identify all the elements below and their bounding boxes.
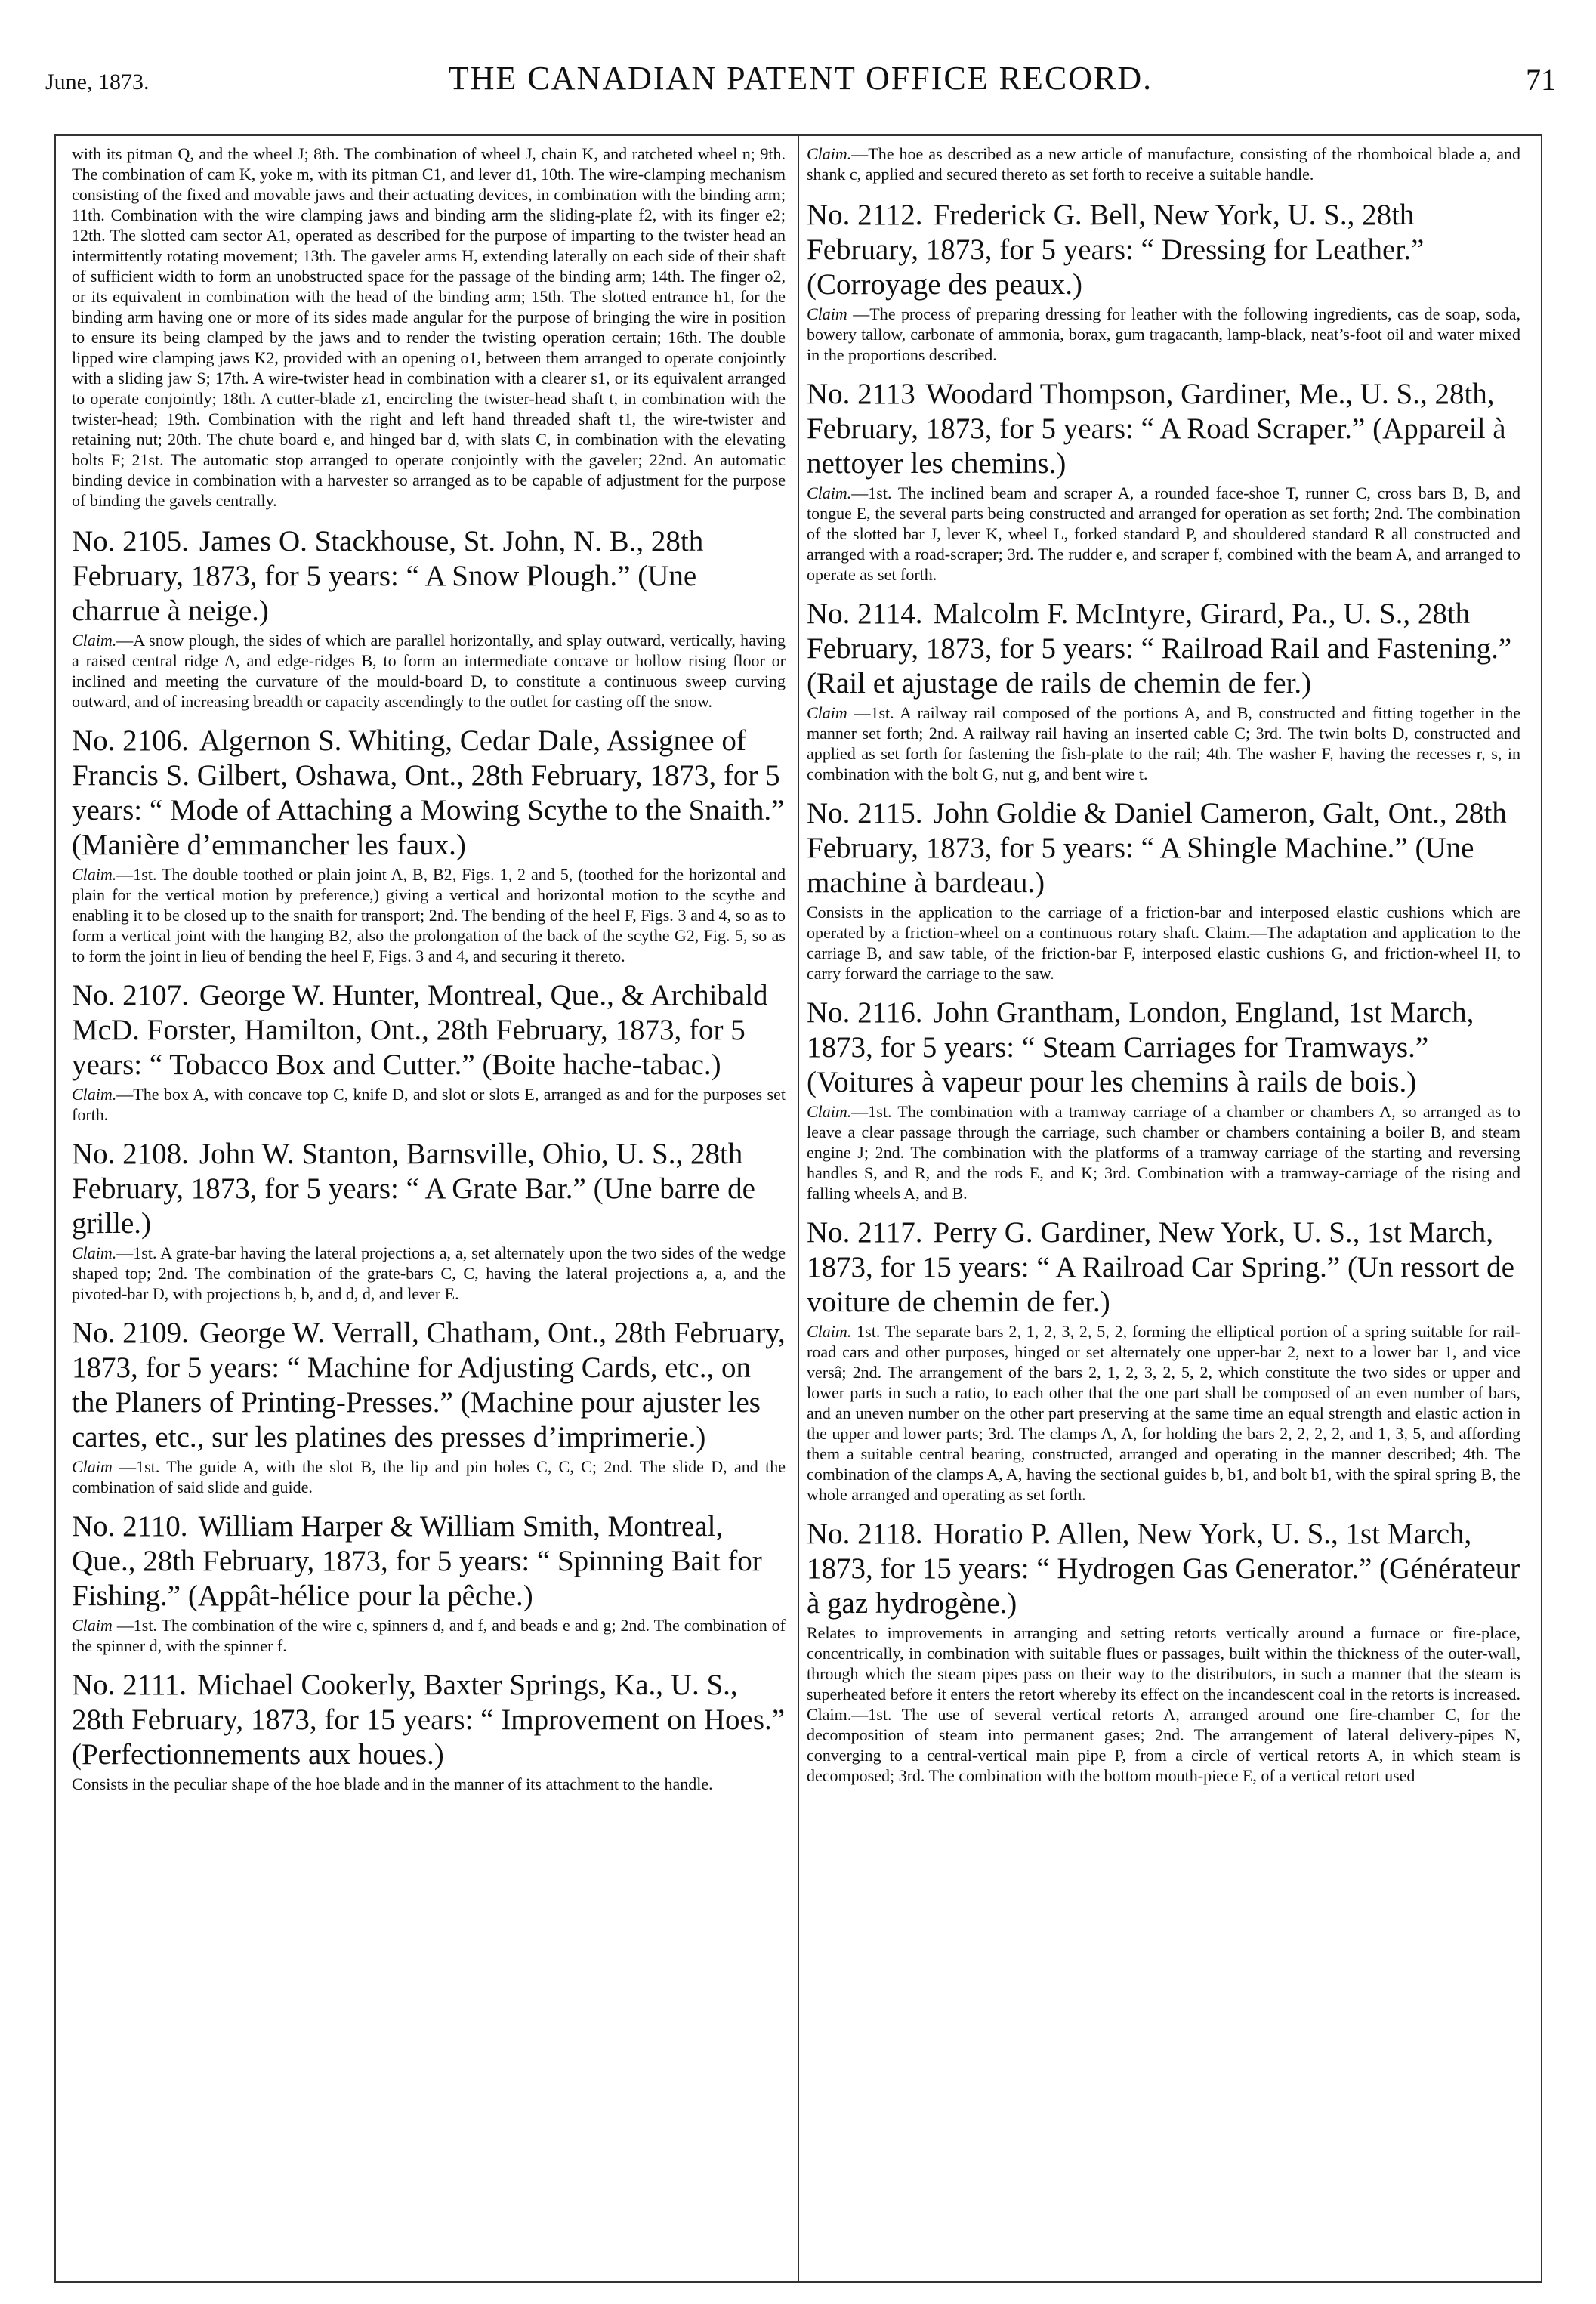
claim-label: Claim. bbox=[807, 1102, 852, 1121]
patent-number: No. 2115. bbox=[807, 797, 923, 829]
patent-entry bbox=[72, 1509, 786, 1656]
patent-claim bbox=[72, 1774, 786, 1794]
claim-label: Claim. bbox=[72, 631, 117, 650]
patent-number: No. 2111. bbox=[72, 1669, 187, 1701]
patent-number: No. 2116. bbox=[807, 996, 923, 1029]
patent-title: Algernon S. Whiting, Cedar Dale, Assignee of Francis S. Gilbert, Oshawa, Ont., 28th February, 1873, for 5 years: “ Mode of Attaching a Mowing Scythe to the Snaith.” (Manière d’emmancher les faux.) bbox=[72, 724, 785, 861]
claim-label: Claim. bbox=[72, 1085, 117, 1104]
patent-title: Malcolm F. McIntyre, Girard, Pa., U. S., 28th February, 1873, for 5 years: “ Railroad Rail and Fastening.” (Rail et ajustage de rails de chemin de fer.) bbox=[807, 598, 1512, 700]
patent-heading bbox=[72, 724, 786, 863]
page-number: 71 bbox=[1526, 63, 1556, 97]
patent-heading bbox=[72, 1668, 786, 1772]
patent-claim bbox=[72, 630, 786, 712]
patent-claim bbox=[72, 1084, 786, 1125]
patent-claim bbox=[72, 1615, 786, 1656]
claim-text: 1st. The separate bars 2, 1, 2, 3, 2, 5, 2, forming the elliptical portion of a spring suitable for rail-road cars and other purposes, hinged or set alternately one upper-bar 2, next to a lower bar 1, and vice versâ; 2nd. The arrangement of the bars 2, 1, 2, 3, 2, 5, 2, which constitute the two sides or upper and lower parts in such a ratio, to each other that the one part shall be composed of an even number of bars, and an uneven number on the other part preserving at the same time an equal strength and elastic action in the upper and lower parts; 3rd. The clamps A, A, for holding the bars 2, 2, 2, 2, and 1, 3, 5, and affording them a suitable central bearing, constructed, arranged and operating in the manner described; 4th. The combination of the clamps A, A, having the sectional guides b, b1, and bolt b1, with the spiral spring B, the whole arranged and operating as set forth. bbox=[807, 1322, 1520, 1504]
patent-title: John W. Stanton, Barnsville, Ohio, U. S., 28th February, 1873, for 5 years: “ A Grate Bar.” (Une barre de grille.) bbox=[72, 1138, 755, 1240]
claim-label: Claim bbox=[72, 1457, 113, 1476]
patent-title: James O. Stackhouse, St. John, N. B., 28th February, 1873, for 5 years: “ A Snow Plough.” (Une charrue à neige.) bbox=[72, 525, 704, 627]
column-rule bbox=[798, 134, 799, 2281]
patent-claim bbox=[807, 1321, 1520, 1505]
patent-heading bbox=[72, 978, 786, 1083]
claim-text: —1st. The combination of the wire c, spinners d, and f, and beads e and g; 2nd. The combination of the spinner d, with the spinner f. bbox=[72, 1616, 786, 1655]
patent-claim bbox=[807, 703, 1520, 784]
claim-text: Consists in the peculiar shape of the hoe blade and in the manner of its attachment to the handle. bbox=[72, 1774, 713, 1793]
patent-number: No. 2106. bbox=[72, 724, 189, 757]
patent-heading bbox=[807, 1517, 1520, 1621]
patent-number: No. 2108. bbox=[72, 1138, 189, 1170]
patent-heading bbox=[807, 796, 1520, 900]
claim-label: Claim bbox=[72, 1616, 113, 1635]
patent-title: William Harper & William Smith, Montreal, Que., 28th February, 1873, for 5 years: “ Spinning Bait for Fishing.” (Appât-hélice pour la pêche.) bbox=[72, 1510, 762, 1612]
patent-entry bbox=[72, 1137, 786, 1304]
patent-entry bbox=[72, 978, 786, 1125]
patent-number: No. 2110. bbox=[72, 1510, 188, 1543]
patent-heading bbox=[72, 1509, 786, 1614]
claim-text: —1st. A railway rail composed of the portions A, and B, constructed and fitting together in the manner set forth; 2nd. A railway rail having an inserted cable C; 3rd. The twin bolts D, constructed and applied as set forth for fastening the fish-plate to the rail; 4th. The washer F, having the recesses r, s, in combination with the bolt G, nut g, and bent wire t. bbox=[807, 703, 1520, 783]
patent-title: John Grantham, London, England, 1st March, 1873, for 5 years: “ Steam Carriages for Tramways.” (Voitures à vapeur pour les chemins à rails de bois.) bbox=[807, 996, 1474, 1098]
patent-number: No. 2109. bbox=[72, 1317, 189, 1349]
page-header bbox=[45, 59, 1556, 104]
patent-entry bbox=[72, 1316, 786, 1497]
patent-claim bbox=[807, 304, 1520, 365]
patent-entry bbox=[807, 597, 1520, 784]
claim-label: Claim bbox=[807, 304, 847, 323]
continued-claims: with its pitman Q, and the wheel J; 8th. The combination of wheel J, chain K, and ratcheted wheel n; 9th. The combination of cam K, yoke m, with its pitman C1, and lever d1, 10th. The wire-clamping mechanism consisting of the fixed and movable jaws and their actuating devices, in combination with the binding arm; 11th. Combination with the wire clamping jaws and binding arm the sliding-plate f2, with its finger e2; 12th. The slotted cam sector A1, operated as described for the purpose of imparting to the twister head an intermittently rotating movement; 13th. The gaveler arms H, extending laterally on each side of their shaft of sufficient width to form an unobstructed space for the passage of the binding arm; 14th. The finger o2, or its equivalent in combination with the head of the binding arm; 15th. The slotted entrance h1, for the binding arm having one or more of its sides made angular for the purpose of bringing the wire in position to ensure its being clamped by the jaws and to render the twisting operation certain; 16th. The double lipped wire clamping jaws K2, provided with an opening o1, between them arranged to operate conjointly with a sliding jaw S; 17th. A wire-twister head in combination with a clearer s1, or its equivalent arranged to operate conjointly; 18th. A cutter-blade z1, encircling the twister-head shaft t, in combination with the twister-head; 19th. Combination with the right and left hand threaded shaft t1, the wire-twister and retaining nut; 20th. The chute board e, and hinged bar d, with slats C, in combination with the elevating bolts F; 21st. The automatic stop arranged to operate conjointly with the gaveler; 22nd. An automatic binding device in combination with a harvester so arranged as to be capable of adjustment for the purpose of binding the gavels centrally. bbox=[72, 144, 786, 510]
patent-entry bbox=[807, 1517, 1520, 1786]
patent-title: George W. Verrall, Chatham, Ont., 28th February, 1873, for 5 years: “ Machine for Adjusting Cards, etc., on the Planers of Printing-Presses.” (Machine pour ajuster les cartes, etc., sur les platines des presses d’imprimerie.) bbox=[72, 1317, 786, 1453]
claim-text: Relates to improvements in arranging and setting retorts vertically around a furnace or fire-place, concentrically, in combination with suitable flues or passages, built within the thickness of the outer-wall, through which the steam pipes pass on their way to the distributors, in such a manner that the steam is superheated before it enters the retort whereby its effect on the incandescent coal in the retorts is increased. Claim.—1st. The use of several vertical retorts A, arranged around one fire-chamber C, for the decomposition of steam into permanent gases; 2nd. The arrangement of lateral delivery-pipes N, converging to a central-vertical main pipe P, from a circle of vertical retorts A, in which steam is decomposed; 3rd. The combination with the bottom mouth-piece E, of a vertical retort used bbox=[807, 1623, 1520, 1785]
patent-claim bbox=[72, 1243, 786, 1304]
right-column bbox=[807, 144, 1520, 2270]
patent-entry bbox=[807, 198, 1520, 365]
patent-title: Horatio P. Allen, New York, U. S., 1st March, 1873, for 15 years: “ Hydrogen Gas Generator.” (Générateur à gaz hydrogène.) bbox=[807, 1518, 1520, 1620]
right-entries bbox=[807, 198, 1520, 1786]
left-entries bbox=[72, 524, 786, 1794]
patent-title: George W. Hunter, Montreal, Que., & Archibald McD. Forster, Hamilton, Ont., 28th February, 1873, for 5 years: “ Tobacco Box and Cutter.” (Boite hache-tabac.) bbox=[72, 979, 768, 1081]
patent-heading bbox=[807, 1215, 1520, 1320]
patent-heading bbox=[807, 377, 1520, 481]
claim-text: —The process of preparing dressing for leather with the following ingredients, cas de soap, soda, bowery tallow, carbonate of ammonia, borax, gum tragacanth, lamp-black, neat’s-foot oil and water mixed in the proportions described. bbox=[807, 304, 1520, 364]
patent-claim bbox=[72, 864, 786, 966]
claim-text: —1st. The combination with a tramway carriage of a chamber or chambers A, so arranged as to leave a clear passage through the carriage, such chamber or chambers containing a boiler B, and steam engine J; 2nd. The combination with the platforms of a tramway carriage of the starting and reversing handles S, and R, and the rods E, and K; 3rd. Combination with a tramway-carriage of the rising and falling wheels A, and B. bbox=[807, 1102, 1520, 1203]
claim-label: Claim. bbox=[72, 1243, 117, 1262]
patent-number: No. 2105. bbox=[72, 525, 189, 557]
patent-claim bbox=[807, 902, 1520, 984]
patent-number: No. 2107. bbox=[72, 979, 189, 1011]
patent-heading bbox=[807, 597, 1520, 701]
patent-number: No. 2114. bbox=[807, 598, 923, 630]
patent-entry bbox=[72, 724, 786, 966]
issue-date: June, 1873. bbox=[45, 69, 150, 94]
patent-heading bbox=[72, 524, 786, 629]
patent-entry bbox=[807, 796, 1520, 984]
patent-number: No. 2118. bbox=[807, 1518, 923, 1550]
patent-claim bbox=[807, 1101, 1520, 1203]
claim-label: Claim. bbox=[72, 865, 117, 884]
claim-label: Claim. bbox=[807, 144, 852, 163]
claim-label: Claim. bbox=[807, 1322, 852, 1341]
claim-text: —The box A, with concave top C, knife D, and slot or slots E, arranged as and for the purposes set forth. bbox=[72, 1085, 786, 1124]
patent-entry bbox=[807, 1215, 1520, 1505]
patent-number: No. 2117. bbox=[807, 1216, 923, 1249]
claim-text: —1st. A grate-bar having the lateral projections a, a, set alternately upon the two sides of the wedge shaped top; 2nd. The combination of the grate-bars C, C, having the lateral projections a, a, and the pivoted-bar D, with projections b, b, and d, d, and lever E. bbox=[72, 1243, 786, 1303]
claim-text: —A snow plough, the sides of which are parallel horizontally, and splay outward, vertically, having a raised central ridge A, and edge-ridges B, to form an intermediate concave or hollow rising floor or inclined and meeting the curvature of the mould-board D, to constitute a continuous sweep curving outward, and of increasing breadth or capacity ascendingly to the outlet for casting off the snow. bbox=[72, 631, 786, 711]
left-column bbox=[72, 144, 786, 2270]
patent-heading bbox=[807, 198, 1520, 302]
patent-title: John Goldie & Daniel Cameron, Galt, Ont., 28th February, 1873, for 5 years: “ A Shingle Machine.” (Une machine à bardeau.) bbox=[807, 797, 1507, 899]
patent-heading bbox=[807, 996, 1520, 1100]
claim-text: —1st. The inclined beam and scraper A, a rounded face-shoe T, runner C, cross bars B, B, and tongue E, the several parts being constructed and arranged for operation as set forth; 2nd. The combination of the slotted bar J, lever K, wheel L, forked standard P, and shouldered standard R all constructed and arranged with a road-scraper; 3rd. The rudder e, and scraper f, combined with the beam A, and arranged to operate as set forth. bbox=[807, 483, 1520, 584]
patent-heading bbox=[72, 1316, 786, 1455]
patent-title: Michael Cookerly, Baxter Springs, Ka., U. S., 28th February, 1873, for 15 years: “ Improvement on Hoes.” (Perfectionnements aux houes.) bbox=[72, 1669, 786, 1771]
journal-title: THE CANADIAN PATENT OFFICE RECORD. bbox=[448, 60, 1153, 97]
claim-label: Claim. bbox=[807, 483, 852, 502]
continued-claim bbox=[807, 144, 1520, 184]
patent-entry bbox=[807, 377, 1520, 585]
patent-heading bbox=[72, 1137, 786, 1241]
claim-text: —1st. The double toothed or plain joint A, B, B2, Figs. 1, 2 and 5, (toothed for the horizontal and plain for the vertical motion by preference,) giving a vertical and horizontal motion to the scythe and enabling it to be closed up to the snaith for transport; 2nd. The bending of the heel F, Figs. 3 and 4, so as to form a vertical joint with the hanging B2, also the prolongation of the back of the scythe G2, Fig. 5, so as to form the joint in lieu of bending the heel F, Figs. 3 and 4, and securing it thereto. bbox=[72, 865, 786, 965]
patent-entry bbox=[72, 1668, 786, 1794]
patent-claim bbox=[807, 483, 1520, 585]
patent-title: Perry G. Gardiner, New York, U. S., 1st March, 1873, for 15 years: “ A Railroad Car Spring.” (Un ressort de voiture de chemin de fer.) bbox=[807, 1216, 1514, 1318]
claim-text: —The hoe as described as a new article of manufacture, consisting of the rhomboical blade a, and shank c, applied and secured thereto as set forth to receive a suitable handle. bbox=[807, 144, 1520, 184]
claim-text: Consists in the application to the carriage of a friction-bar and interposed elastic cushions which are operated by a friction-wheel on a continuous rotary shaft. Claim.—The adaptation and application to the carriage B, and saw table, of the friction-bar F, interposed elastic cushions G, and friction-wheel H, to carry forward the carriage to the saw. bbox=[807, 903, 1520, 983]
patent-claim bbox=[72, 1456, 786, 1497]
patent-number: No. 2112. bbox=[807, 199, 923, 231]
patent-entry bbox=[807, 996, 1520, 1203]
patent-number: No. 2113 bbox=[807, 378, 915, 410]
patent-entry bbox=[72, 524, 786, 712]
claim-text: —1st. The guide A, with the slot B, the lip and pin holes C, C, C; 2nd. The slide D, and the combination of said slide and guide. bbox=[72, 1457, 786, 1496]
patent-title: Woodard Thompson, Gardiner, Me., U. S., 28th, February, 1873, for 5 years: “ A Road Scraper.” (Appareil à nettoyer les chemins.) bbox=[807, 378, 1506, 480]
patent-claim bbox=[807, 1623, 1520, 1786]
claim-label: Claim bbox=[807, 703, 847, 722]
patent-title: Frederick G. Bell, New York, U. S., 28th February, 1873, for 5 years: “ Dressing for Leather.” (Corroyage des peaux.) bbox=[807, 199, 1425, 301]
